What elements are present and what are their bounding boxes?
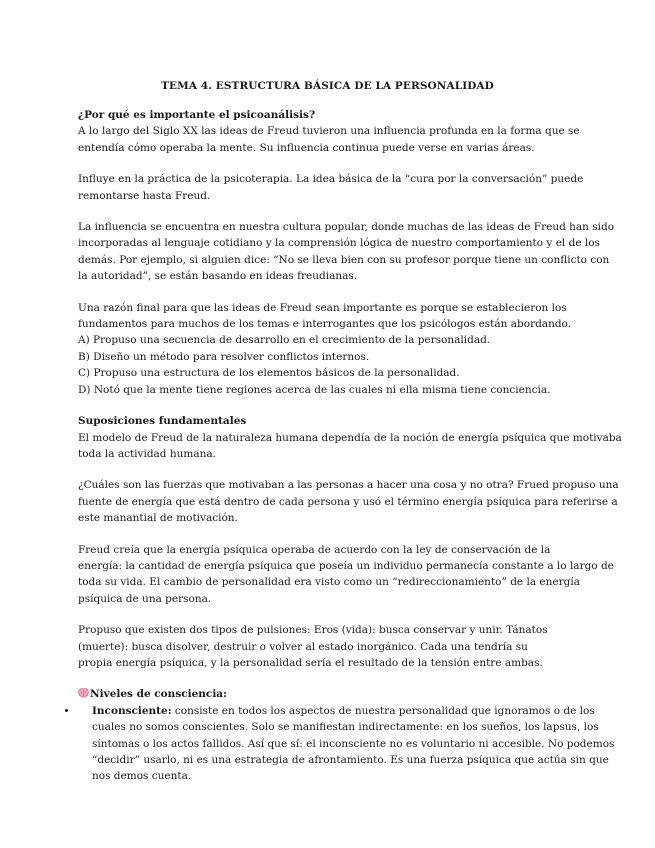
paragraph: Propuso que existen dos tipos de pulsiones: Eros (vida): busca conservar y unir. Tánatos (muerte): busca disolver, destruir o volver al estado inorgánico. Cada una tendría su propia energía psíquica, y la personalidad sería el resultado de la tensión entre ambas. xyxy=(78,624,548,669)
list-item: A) Propuso una secuencia de desarrollo en el crecimiento de la personalidad. xyxy=(78,334,491,347)
paragraph: ¿Cuáles son las fuerzas que motivaban a las personas a hacer una cosa y no otra? Frued propuso una fuente de energía que está dentro de cada persona y usó el término energía psíquica para referirse a este manantial de motivación. xyxy=(78,479,619,525)
section-heading: Suposiciones fundamentales xyxy=(78,415,247,428)
list xyxy=(78,332,578,398)
list-item: B) Diseño un método para resolver conflictos internos. xyxy=(78,350,370,363)
document-body xyxy=(78,107,622,785)
document-title: TEMA 4. ESTRUCTURA BÁSICA DE LA PERSONALIDAD xyxy=(161,80,494,92)
section-heading: ¿Por qué es importante el psicoanálisis? xyxy=(78,109,316,121)
paragraph: Freud creía que la energía psíquica operaba de acuerdo con la ley de conservación de la energía: la cantidad de energía psíquica que poseía un individuo permanecía constante a lo largo de toda su vida. El cambio de personalidad era visto como un “redireccionamiento” de la energía psíquica de una persona. xyxy=(78,543,614,605)
paragraph: La influencia se encuentra en nuestra cultura popular, donde muchas de las ideas de Freud han sido incorporadas al lenguaje cotidiano y la comprensión lógica de nuestro comportamiento y el de los demás. Por ejemplo, si alguien dice: “No se lleva bien con su profesor porque tiene un conflicto con la autoridad”, se están basando en ideas freudianas. xyxy=(78,221,615,283)
paragraph: Influye en la práctica de la psicoterapia. La idea básica de la “cura por la conversación” puede remontarse hasta Freud. xyxy=(78,173,584,202)
list-item: Inconsciente: consiste en todos los aspectos de nuestra personalidad que ignoramos o de los cuales no somos conscientes. Solo se manifiestan indirectamente: en los sueños, los lapsus, los síntomas o los actos fallidos. Así que sí: el inconsciente no es voluntario ni accesible. No podemos “decidir” usarlo, ni es una estrategia de afrontamiento. Es una fuerza psíquica que actúa sin que nos demos cuenta. xyxy=(78,703,578,785)
brain-icon xyxy=(78,687,89,697)
paragraph: El modelo de Freud de la naturaleza humana dependía de la noción de energía psíquica que motivaba toda la actividad humana. xyxy=(78,431,622,460)
list-item: C) Propuso una estructura de los elementos básicos de la personalidad. xyxy=(78,367,460,380)
list-item: D) Notó que la mente tiene regiones acerca de las cuales ni ella misma tiene conciencia. xyxy=(78,383,551,396)
section-heading: Niveles de consciencia: xyxy=(78,686,578,702)
paragraph: Una razón final para que las ideas de Freud sean importante es porque se establecieron los fundamentos para muchos de los temas e interrogantes que los psicólogos están abordando. xyxy=(78,301,572,331)
bullet-icon xyxy=(65,709,68,712)
paragraph: A lo largo del Siglo XX las ideas de Freud tuvieron una influencia profunda en la forma que se entendía cómo operaba la mente. Su influencia continua puede verse en varias áreas. xyxy=(78,125,580,154)
